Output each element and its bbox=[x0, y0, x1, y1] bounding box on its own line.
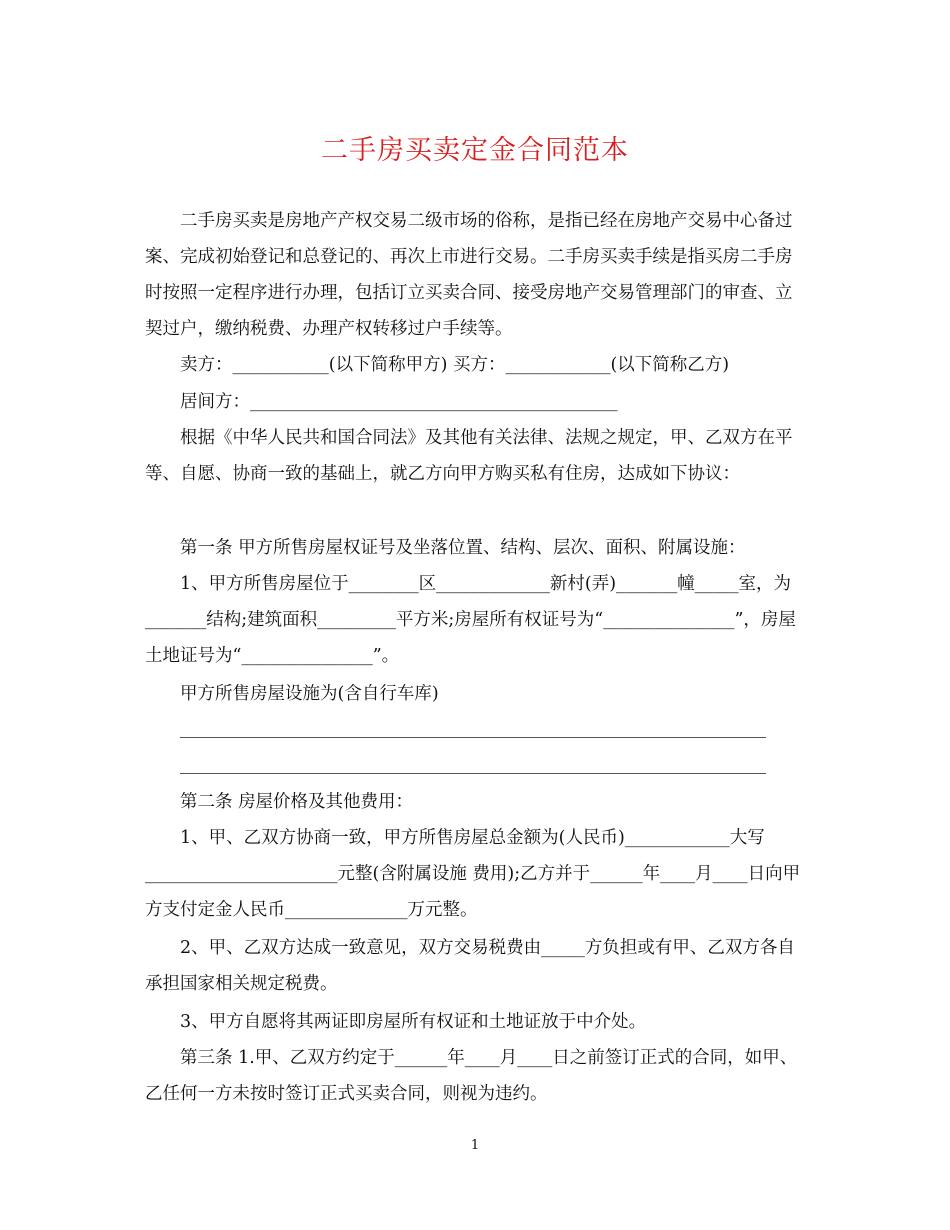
blank-underline-1 bbox=[180, 737, 766, 738]
article-2-heading: 第二条 房屋价格及其他费用： bbox=[180, 792, 414, 812]
article-1-heading: 第一条 甲方所售房屋权证号及坐落位置、结构、层次、面积、附属设施： bbox=[180, 538, 746, 558]
article-1-item-1: 1、甲方所售房屋位于________区_____________新村(弄)_______幢_____室，为_______结构;建筑面积_________平方米;房屋所有权证号为“_______________”，房屋土地证号为“_______________”。 bbox=[145, 574, 796, 666]
document-title: 二手房买卖定金合同范本 bbox=[321, 135, 629, 166]
page-number: 1 bbox=[470, 1138, 480, 1153]
article-2-item-1: 1、甲、乙双方协商一致，甲方所售房屋总金额为(人民币)____________大写______________________元整(含附属设施 费用);乙方并于______年____月____日向甲方支付定金人民币______________万元整。 bbox=[145, 828, 801, 920]
intro-paragraph: 二手房买卖是房地产产权交易二级市场的俗称，是指已经在房地产交易中心备过案、完成初始登记和总登记的、再次上市进行交易。二手房买卖手续是指买房二手房时按照一定程序进行办理，包括订立买卖合同、接受房地产交易管理部门的审查、立契过户，缴纳税费、办理产权转移过户手续等。 bbox=[145, 211, 793, 339]
blank-underline-2 bbox=[180, 773, 766, 774]
preamble-paragraph: 根据《中华人民共和国合同法》及其他有关法律、法规之规定，甲、乙双方在平等、自愿、协商一致的基础上，就乙方向甲方购买私有住房，达成如下协议： bbox=[145, 428, 793, 484]
article-3-paragraph: 第三条 1.甲、乙双方约定于______年____月____日之前签订正式的合同，如甲、乙任何一方未按时签订正式买卖合同，则视为违约。 bbox=[145, 1048, 798, 1104]
article-2-item-2: 2、甲、乙双方达成一致意见，双方交易税费由_____方负担或有甲、乙双方各自承担国家相关规定税费。 bbox=[145, 938, 795, 994]
intermediary-line: 居间方：__________________________________________ bbox=[180, 392, 618, 412]
article-2-item-3: 3、甲方自愿将其两证即房屋所有权证和土地证放于中介处。 bbox=[180, 1012, 647, 1032]
parties-line: 卖方：___________(以下简称甲方) 买方：____________(以下简称乙方) bbox=[180, 355, 730, 375]
facilities-line: 甲方所售房屋设施为(含自行车库) bbox=[180, 684, 439, 704]
